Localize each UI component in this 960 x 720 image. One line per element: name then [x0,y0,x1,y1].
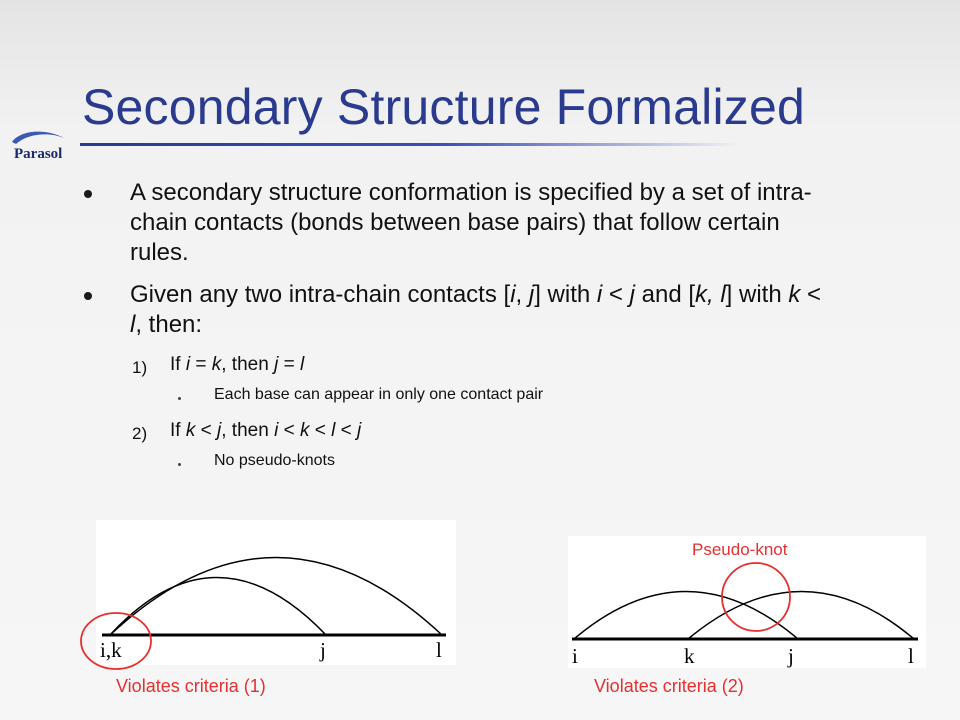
bullet-dot-icon [84,292,92,300]
rule-2 [84,418,824,444]
label-j: j [788,644,794,668]
pseudo-knot-label: Pseudo-knot [692,540,788,559]
sub-bullet-dot-icon [178,463,181,466]
bullet-2 [84,280,824,340]
caption-left: Violates criteria (1) [116,676,266,696]
label-ik: i,k [100,638,122,662]
rule-2-note [84,450,824,472]
violation-circle-left [78,610,154,672]
violation-circle-right [718,560,794,634]
bullet-2-text: Given any two intra-chain contacts [i, j] with i < j and [k, l] with k < l, then: [130,281,822,338]
rule-1 [84,352,824,378]
rule-2-number: 2) [132,424,148,443]
rule-1-note-text: Each base can appear in only one contact pair [214,386,544,403]
slide-title: Secondary Structure Formalized [82,79,805,135]
label-l: l [436,638,442,662]
title-underline [80,143,740,146]
label-i: i [572,644,578,668]
label-l: l [908,644,914,668]
sub-bullet-dot-icon [178,397,181,400]
arc-k-l [110,558,442,636]
rule-2-note-text: No pseudo-knots [214,452,335,469]
bullet-list [84,178,824,484]
bullet-1-text: A secondary structure conformation is specified by a set of intra-chain contacts (bonds between base pairs) that follow certain rules. [130,179,812,266]
svg-text:Parasol: Parasol [14,146,63,162]
label-k: k [684,644,695,668]
rule-1-note [84,384,824,406]
rule-1-text: If i = k, then j = l [170,354,305,375]
bullet-dot-icon [84,190,92,198]
rule-2-text: If k < j, then i < k < l < j [170,420,362,441]
bullet-1 [84,178,824,268]
rule-1-number: 1) [132,358,148,377]
parasol-logo [6,124,70,164]
caption-right: Violates criteria (2) [594,676,744,696]
label-j: j [320,638,326,662]
